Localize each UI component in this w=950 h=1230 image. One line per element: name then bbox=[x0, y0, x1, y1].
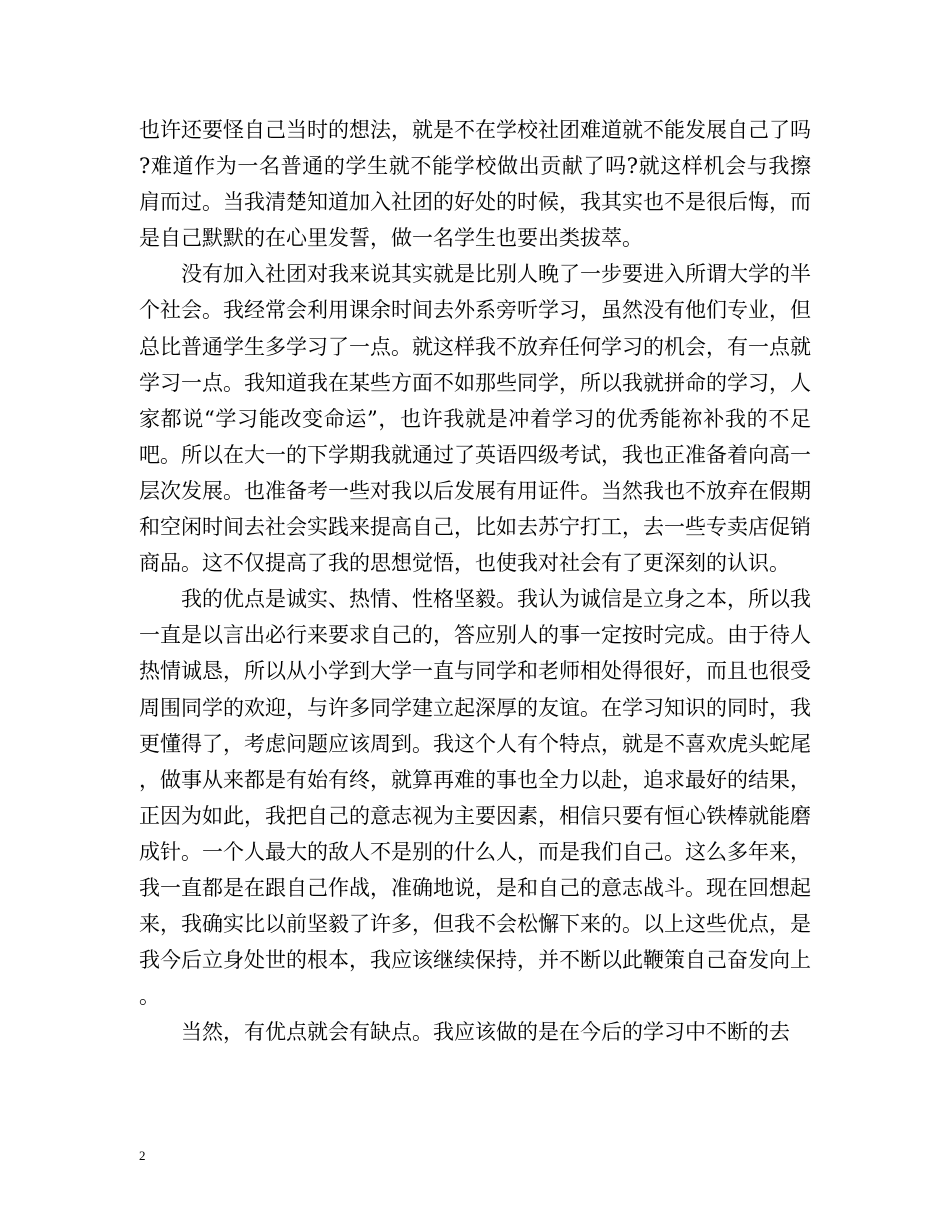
paragraph-2: 没有加入社团对我来说其实就是比别人晚了一步要进入所谓大学的半个社会。我经常会利用课余时间去外系旁听学习，虽然没有他们专业，但总比普通学生多学习了一点。就这样我不放弃任何学习的机会，有一点就学习一点。我知道我在某些方面不如那些同学，所以我就拼命的学习，人家都说“学习能改变命运”，也许我就是冲着学习的优秀能祢补我的不足吧。所以在大一的下学期我就通过了英语四级考试，我也正准备着向高一层次发展。也准备考一些对我以后发展有用证件。当然我也不放弃在假期和空闲时间去社会实践来提高自己，比如去苏宁打工，去一些专卖店促销商品。这不仅提高了我的思想觉悟，也使我对社会有了更深刻的认识。 bbox=[139, 262, 811, 576]
paragraph-3: 我的优点是诚实、热情、性格坚毅。我认为诚信是立身之本，所以我一直是以言出必行来要求自己的，答应别人的事一定按时完成。由于待人热情诚恳，所以从小学到大学一直与同学和老师相处得很好，而且也很受周围同学的欢迎，与许多同学建立起深厚的友谊。在学习知识的同时，我更懂得了，考虑问题应该周到。我这个人有个特点，就是不喜欢虎头蛇尾，做事从来都是有始有终，就算再难的事也全力以赴，追求最好的结果，正因为如此，我把自己的意志视为主要因素，相信只要有恒心铁棒就能磨成针。一个人最大的敌人不是别的什么人，而是我们自己。这么多年来，我一直都是在跟自己作战，准确地说，是和自己的意志战斗。现在回想起来，我确实比以前坚毅了许多，但我不会松懈下来的。以上这些优点，是我今后立身处世的根本，我应该继续保持，并不断以此鞭策自己奋发向上。 bbox=[139, 587, 811, 1009]
paragraph-4: 当然，有优点就会有缺点。我应该做的是在今后的学习中不断的去 bbox=[181, 1020, 790, 1045]
page-number: 2 bbox=[139, 1148, 146, 1163]
paragraph-1: 也许还要怪自己当时的想法，就是不在学校社团难道就不能发展自己了吗?难道作为一名普通的学生就不能学校做出贡献了吗?就这样机会与我擦肩而过。当我清楚知道加入社团的好处的时候，我其实也不是很后悔，而是自己默默的在心里发誓，做一名学生也要出类拔萃。 bbox=[139, 118, 811, 251]
document-body bbox=[139, 112, 811, 1050]
